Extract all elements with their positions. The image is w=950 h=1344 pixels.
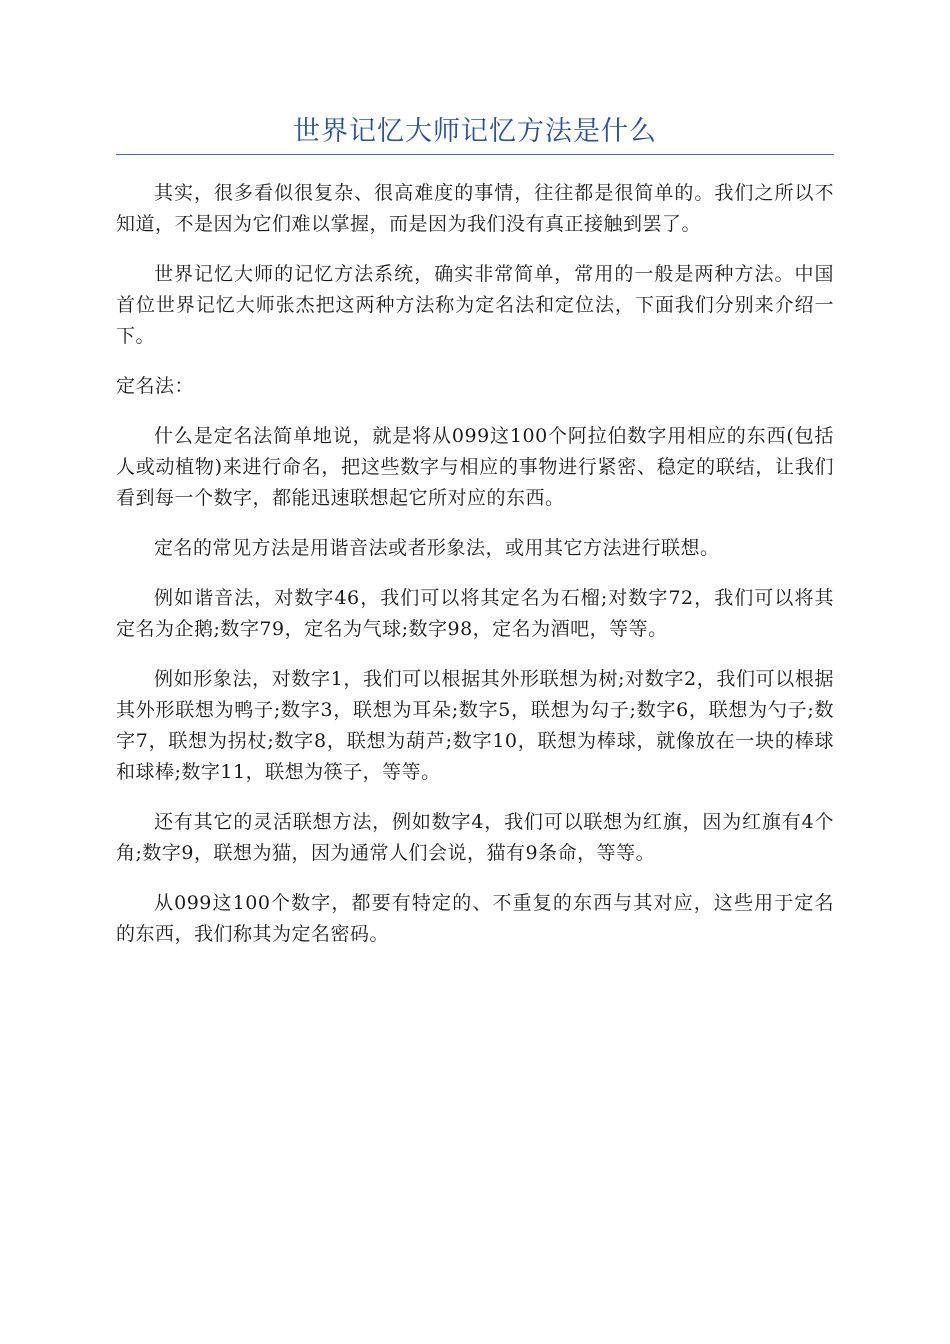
document-title: 世界记忆大师记忆方法是什么 [293,116,657,147]
paragraph-shape-examples: 例如形象法，对数字1，我们可以根据其外形联想为树;对数字2，我们可以根据其外形联想为鸭子;数字3，联想为耳朵;数字5，联想为勾子;数字6，联想为勺子;数字7，联想为拐杖;数字8，联想为葫芦;数字10，联想为棒球，就像放在一块的棒球和球棒;数字11，联想为筷子，等等。 [116,668,834,783]
title-underline [116,154,834,155]
document-body [116,178,834,969]
paragraph-naming-codes: 从099这100个数字，都要有特定的、不重复的东西与其对应，这些用于定名的东西，我们称其为定名密码。 [116,892,834,945]
section-heading-naming-method: 定名法： [116,375,195,397]
paragraph-naming-definition: 什么是定名法简单地说，就是将从099这100个阿拉伯数字用相应的东西(包括人或动植物)来进行命名，把这些数字与相应的事物进行紧密、稳定的联结，让我们看到每一个数字，都能迅速联想起它所对应的东西。 [116,425,834,509]
paragraph-two-methods: 世界记忆大师的记忆方法系统，确实非常简单，常用的一般是两种方法。中国首位世界记忆大师张杰把这两种方法称为定名法和定位法，下面我们分别来介绍一下。 [116,263,834,347]
paragraph-flexible-examples: 还有其它的灵活联想方法，例如数字4，我们可以联想为红旗，因为红旗有4个角;数字9，联想为猫，因为通常人们会说，猫有9条命，等等。 [116,811,834,864]
paragraph-homophone-examples: 例如谐音法，对数字46，我们可以将其定名为石榴;对数字72，我们可以将其定名为企鹅;数字79，定名为气球;数字98，定名为酒吧，等等。 [116,587,834,640]
paragraph-naming-common-methods: 定名的常见方法是用谐音法或者形象法，或用其它方法进行联想。 [154,537,720,559]
paragraph-intro: 其实，很多看似很复杂、很高难度的事情，往往都是很简单的。我们之所以不知道，不是因为它们难以掌握，而是因为我们没有真正接触到罢了。 [116,182,834,235]
